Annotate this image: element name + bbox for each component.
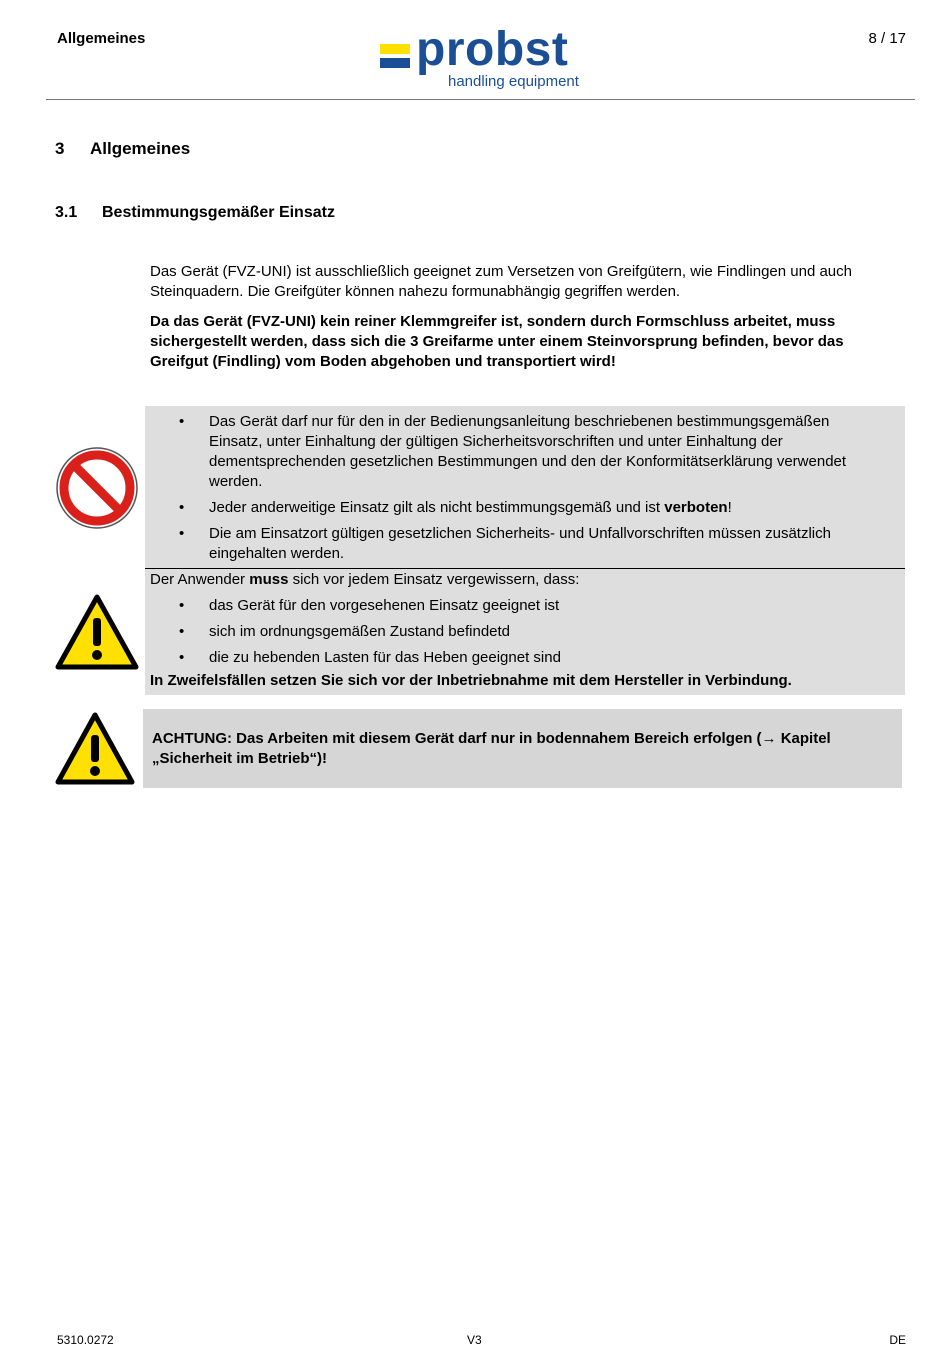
list-item bbox=[145, 622, 885, 642]
bullet: • bbox=[179, 623, 185, 640]
probst-logo bbox=[378, 23, 590, 94]
user-check-lead bbox=[150, 570, 579, 590]
bullet: • bbox=[179, 499, 185, 516]
prohibition-list bbox=[145, 412, 885, 570]
intro-bold-paragraph: Da das Gerät (FVZ-UNI) kein reiner Klemmgreifer ist, sondern durch Formschluss arbeitet, muss sichergestellt werden, dass sich die 3 Greifarme unter einem Steinvorsprung befinden, bevor das Greifgut (Findling) vom Boden abgehoben und transportiert wird! bbox=[150, 313, 844, 370]
header-divider bbox=[46, 99, 915, 100]
list-item-text-end: ! bbox=[727, 499, 732, 516]
list-item bbox=[145, 524, 885, 564]
bullet: • bbox=[179, 413, 185, 430]
user-check-closing: In Zweifelsfällen setzen Sie sich vor der Inbetriebnahme mit dem Hersteller in Verbindung. bbox=[150, 672, 792, 689]
intro-paragraph: Das Gerät (FVZ-UNI) ist ausschließlich geeignet zum Versetzen von Greifgütern, wie Findlingen und auch Steinquadern. Die Greifgüter können nahezu formunabhängig gegriffen werden. bbox=[150, 263, 852, 300]
prohibition-sign-icon bbox=[55, 446, 139, 530]
logo-wordmark: probst bbox=[416, 23, 569, 76]
bullet: • bbox=[179, 597, 185, 614]
lead-text-end: sich vor jedem Einsatz vergewissern, dass: bbox=[288, 571, 580, 588]
list-item-text: Jeder anderweitige Einsatz gilt als nicht bestimmungsgemäß und ist bbox=[209, 499, 665, 516]
footer-doc-number: 5310.0272 bbox=[57, 1333, 114, 1347]
footer-version: V3 bbox=[467, 1333, 482, 1347]
list-item bbox=[145, 498, 885, 518]
attention-text: ACHTUNG: Das Arbeiten mit diesem Gerät darf nur in bodennahem Bereich erfolgen (→ Kapitel „Sicherheit im Betrieb“)! bbox=[152, 730, 831, 767]
emphasis-forbidden: verboten bbox=[664, 499, 728, 516]
user-check-list bbox=[145, 596, 885, 674]
bullet: • bbox=[179, 649, 185, 666]
emphasis-must: muss bbox=[249, 571, 289, 588]
header-section-title: Allgemeines bbox=[57, 30, 146, 47]
heading-2-text: Bestimmungsgemäßer Einsatz bbox=[102, 204, 335, 221]
logo-yellow-bar bbox=[380, 44, 410, 54]
list-item-text: sich im ordnungsgemäßen Zustand befindetd bbox=[209, 623, 511, 640]
heading-2-number: 3.1 bbox=[55, 204, 78, 221]
logo-subtitle: handling equipment bbox=[448, 73, 579, 90]
footer-language: DE bbox=[889, 1333, 906, 1347]
list-item-text: Die am Einsatzort gültigen gesetzlichen Sicherheits- und Unfallvorschriften müssen zusätzlich eingehalten werden. bbox=[209, 525, 831, 562]
list-item bbox=[145, 596, 885, 616]
heading-1-number: 3 bbox=[55, 139, 65, 158]
list-item-text: Das Gerät darf nur für den in der Bedienungsanleitung beschriebenen bestimmungsgemäßen Einsatz, unter Einhaltung der gültigen Sicherheitsvorschriften und unter Einhaltung der dementsprechenden gesetzlichen Bestimmungen und den der Konformitätserklärung verwendet werden. bbox=[209, 413, 847, 490]
page-number: 8 / 17 bbox=[868, 30, 906, 47]
list-item-text: das Gerät für den vorgesehenen Einsatz geeignet ist bbox=[209, 597, 560, 614]
lead-text: Der Anwender bbox=[150, 571, 250, 588]
list-item bbox=[145, 412, 885, 492]
heading-1-text: Allgemeines bbox=[90, 139, 191, 158]
list-item-text: die zu hebenden Lasten für das Heben geeignet sind bbox=[209, 649, 561, 666]
list-item bbox=[145, 648, 885, 668]
bullet: • bbox=[179, 525, 185, 542]
logo-blue-bar bbox=[380, 58, 410, 68]
warning-sign-icon-2 bbox=[55, 712, 135, 785]
warning-sign-icon bbox=[55, 594, 139, 670]
